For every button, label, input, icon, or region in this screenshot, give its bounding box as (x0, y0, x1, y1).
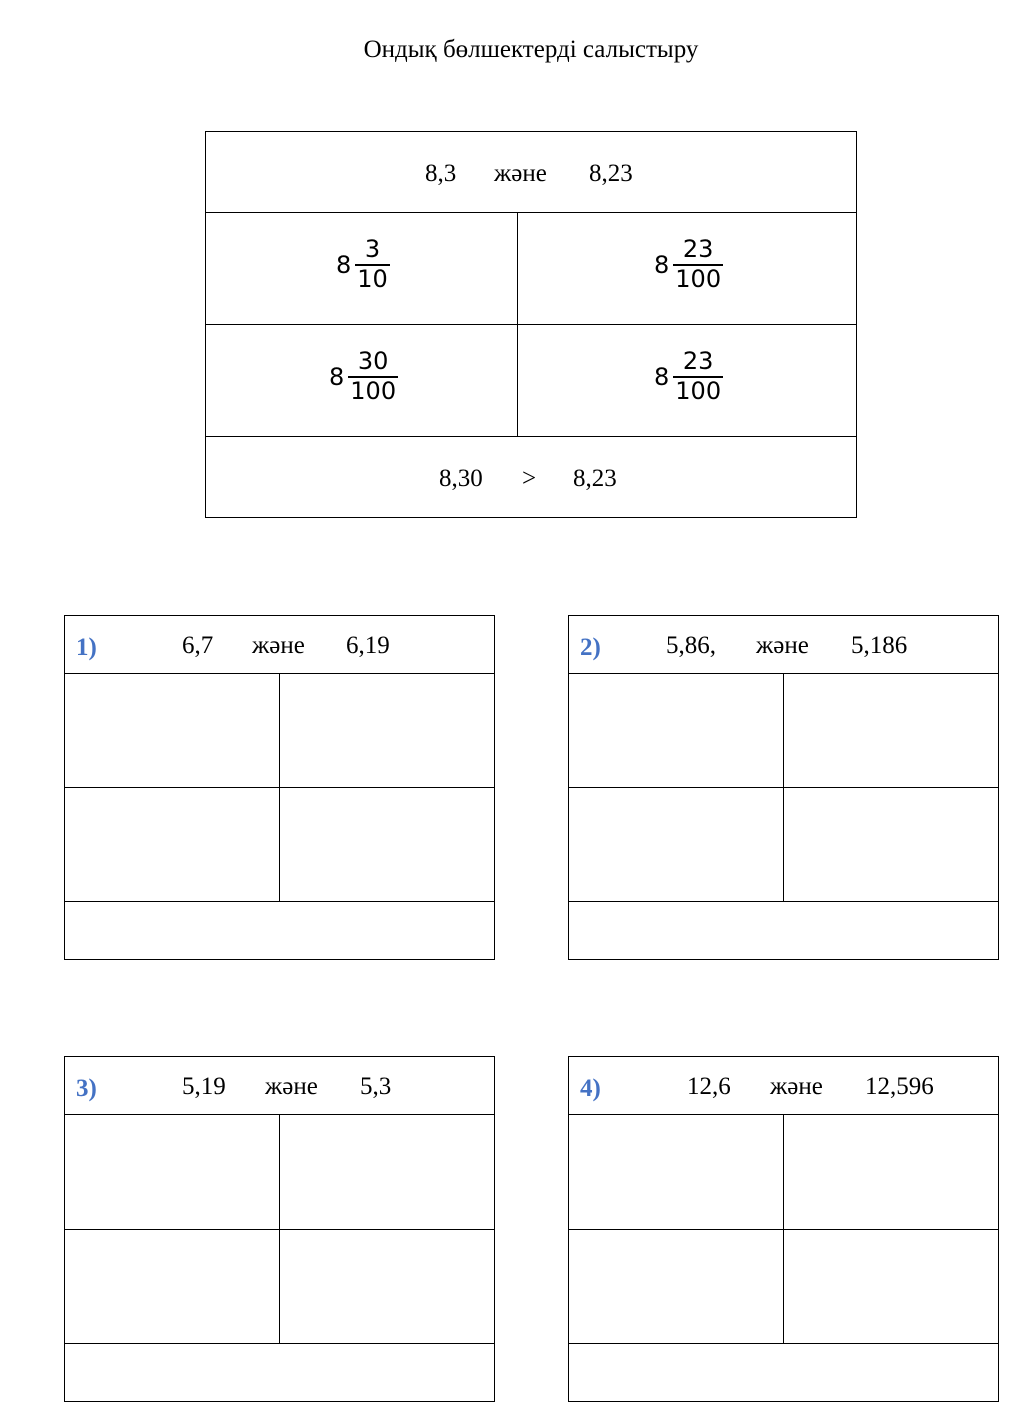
divider (279, 674, 280, 902)
result-number-a: 8,30 (439, 465, 483, 492)
divider (65, 901, 494, 902)
task-number-a: 5,86, (666, 632, 716, 659)
example-number-a: 8,3 (425, 160, 457, 187)
task-box-1 (64, 615, 495, 960)
task-number-a: 6,7 (182, 632, 214, 659)
divider (65, 1343, 494, 1344)
page-title: Ондық бөлшектерді салыстыру (363, 36, 699, 63)
task-conjunction: және (265, 1073, 318, 1100)
task-number-b: 5,3 (360, 1073, 392, 1100)
task-conjunction: және (252, 632, 305, 659)
divider (206, 324, 856, 325)
task-number-a: 12,6 (687, 1073, 731, 1100)
task-box-2 (568, 615, 999, 960)
task-label: 2) (580, 634, 601, 661)
example-table (205, 131, 857, 518)
divider (783, 674, 784, 902)
task-number-b: 6,19 (346, 632, 390, 659)
task-number-b: 5,186 (851, 632, 908, 659)
divider (65, 1229, 494, 1230)
fraction-8-23-100: 8 23 100 (654, 235, 722, 293)
task-label: 4) (580, 1075, 601, 1102)
task-box-4 (568, 1056, 999, 1402)
divider (569, 787, 998, 788)
result-comparison-sign: > (522, 465, 537, 492)
example-conjunction: және (494, 160, 547, 187)
task-box-3 (64, 1056, 495, 1402)
divider (517, 213, 518, 437)
divider (65, 787, 494, 788)
task-conjunction: және (770, 1073, 823, 1100)
task-label: 1) (76, 634, 97, 661)
divider (206, 436, 856, 437)
task-number-b: 12,596 (865, 1073, 934, 1100)
divider (569, 1343, 998, 1344)
fraction-8-30-100: 8 30 100 (329, 347, 397, 405)
example-number-b: 8,23 (589, 160, 633, 187)
task-label: 3) (76, 1075, 97, 1102)
fraction-8-3-10: 8 3 10 (336, 235, 388, 293)
fraction-8-23-100-second: 8 23 100 (654, 347, 722, 405)
result-number-b: 8,23 (573, 465, 617, 492)
divider (206, 212, 856, 213)
divider (569, 1229, 998, 1230)
divider (569, 901, 998, 902)
task-number-a: 5,19 (182, 1073, 226, 1100)
task-conjunction: және (756, 632, 809, 659)
